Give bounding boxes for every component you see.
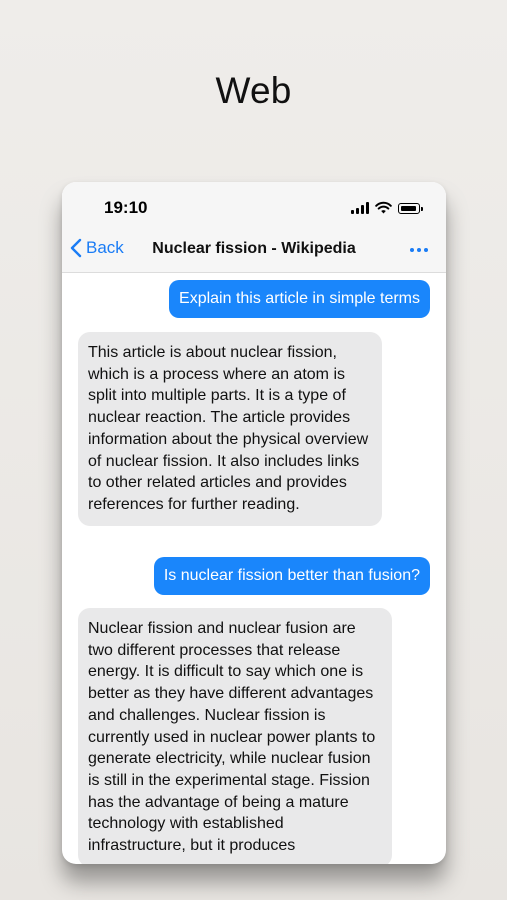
- phone-screen: [62, 182, 446, 864]
- more-horizontal-icon: [410, 248, 414, 252]
- user-message: Is nuclear fission better than fusion?: [154, 557, 430, 595]
- assistant-message: This article is about nuclear fission, which is a process where an atom is split into multiple parts. It is a type of nuclear reaction. The article provides information about the physical overview of nuclear fission. It also includes links to other related articles and provides references for further reading.: [78, 332, 382, 526]
- assistant-message: Nuclear fission and nuclear fusion are two different processes that release energy. It is difficult to say which one is better as they have different advantages and challenges. Nuclear fission is currently used in nuclear power plants to generate electricity, while nuclear fusion is still in the experimental stage. Fission has the advantage of being a mature technology with established infrastructure, but it produces: [78, 608, 392, 864]
- more-button[interactable]: [410, 248, 428, 252]
- back-label: Back: [86, 238, 124, 257]
- wifi-icon: [375, 201, 392, 214]
- status-time: 19:10: [104, 198, 148, 217]
- chevron-left-icon: [70, 238, 82, 258]
- page-title: Nuclear fission - Wikipedia: [152, 240, 356, 257]
- user-message: Explain this article in simple terms: [169, 280, 430, 318]
- cellular-signal-icon: [351, 202, 369, 214]
- status-icons: [351, 201, 420, 214]
- top-bar: [62, 182, 446, 273]
- headline: Web: [215, 70, 292, 111]
- battery-icon: [398, 203, 420, 214]
- back-button[interactable]: [70, 238, 124, 258]
